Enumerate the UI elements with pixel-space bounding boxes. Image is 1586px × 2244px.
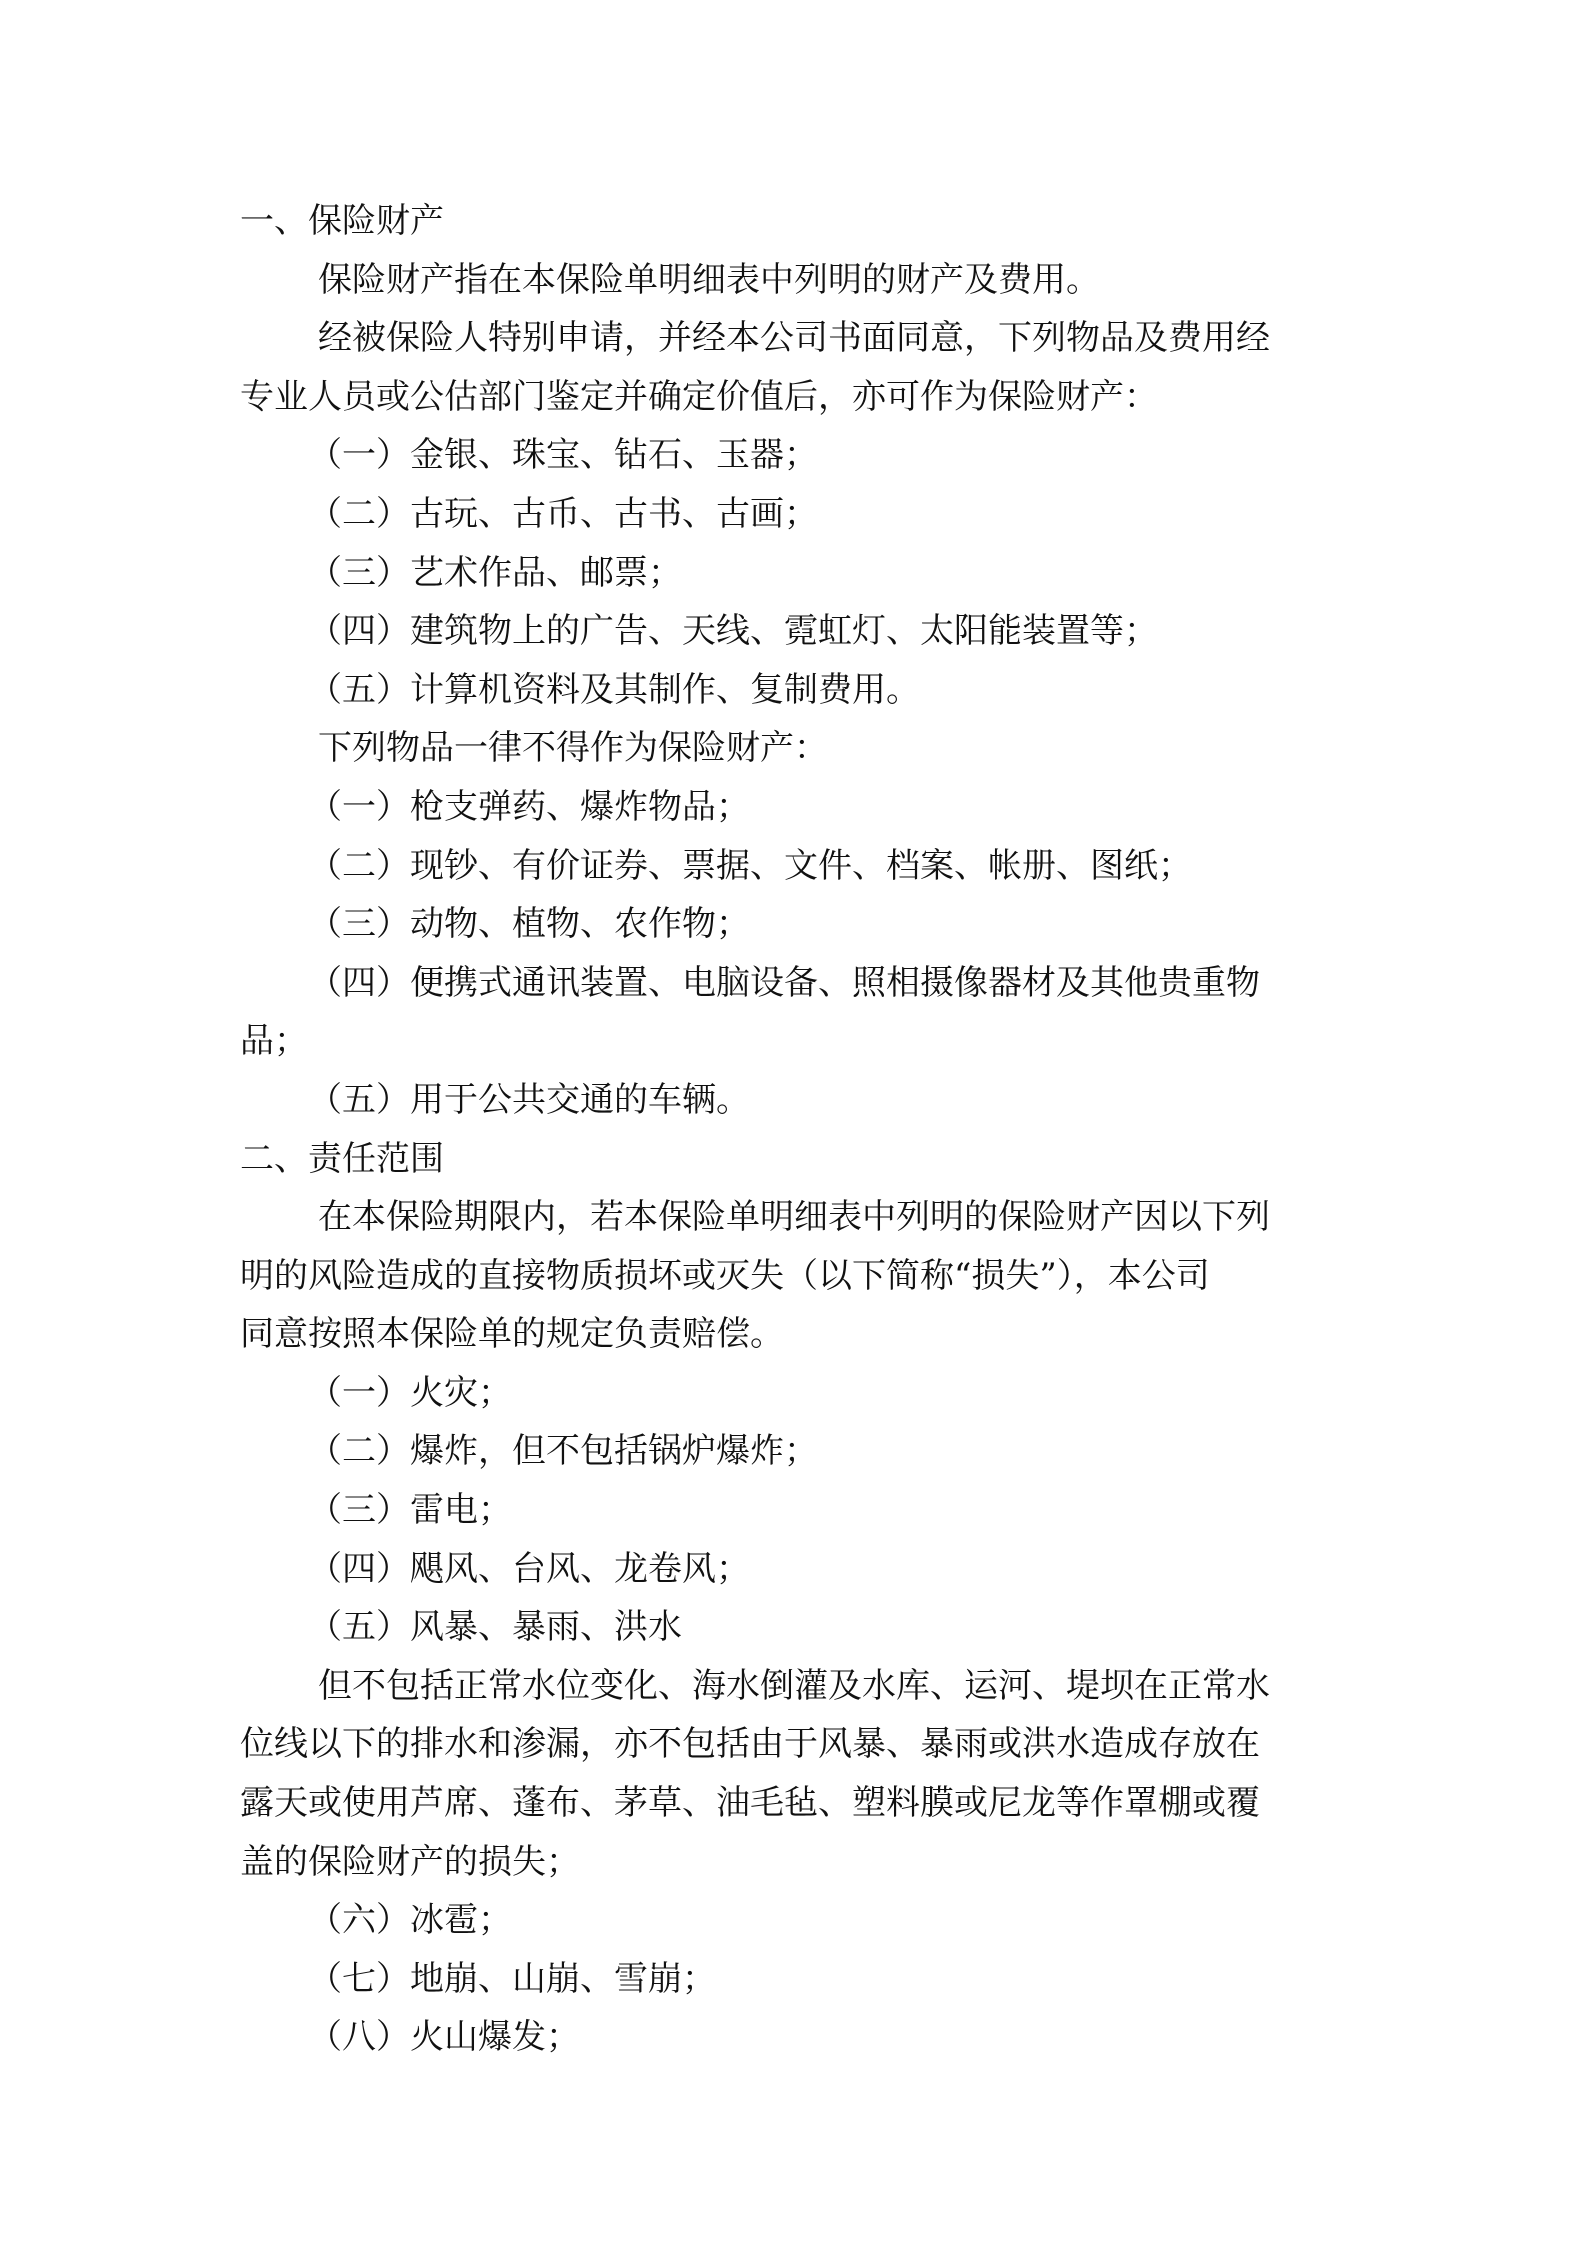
list-item: （一）火灾； [308,1372,512,1413]
paragraph-scope-intro-cont: 同意按照本保险单的规定负责赔偿。 [240,1314,784,1355]
list-item-cont: 品； [240,1021,308,1062]
paragraph-exception-cont: 盖的保险财产的损失； [240,1841,580,1882]
paragraph-special-application-cont: 专业人员或公估部门鉴定并确定价值后，亦可作为保险财产： [240,376,1158,417]
section-heading-scope-of-liability: 二、责任范围 [240,1138,444,1179]
list-item: （八）火山爆发； [308,2017,580,2058]
list-item: （三）雷电； [308,1490,512,1531]
list-item: （二）古玩、古币、古书、古画； [308,493,818,534]
list-item: （五）用于公共交通的车辆。 [308,1079,750,1120]
list-item: （四）便携式通讯装置、电脑设备、照相摄像器材及其他贵重物 [308,962,1260,1003]
paragraph-special-application: 经被保险人特别申请，并经本公司书面同意，下列物品及费用经 [318,318,1270,359]
list-item: （四）飓风、台风、龙卷风； [308,1548,750,1589]
paragraph-scope-intro-cont: 明的风险造成的直接物质损坏或灭失（以下简称“损失”），本公司 [240,1255,1210,1296]
list-item: （五）风暴、暴雨、洪水 [308,1607,682,1648]
list-item: （四）建筑物上的广告、天线、霓虹灯、太阳能装置等； [308,611,1158,652]
paragraph-exception: 但不包括正常水位变化、海水倒灌及水库、运河、堤坝在正常水 [318,1665,1270,1706]
list-item: （一）枪支弹药、爆炸物品； [308,786,750,827]
list-item: （二）现钞、有价证券、票据、文件、档案、帐册、图纸； [308,845,1192,886]
paragraph-intro: 保险财产指在本保险单明细表中列明的财产及费用。 [318,259,1100,300]
list-item: （六）冰雹； [308,1900,512,1941]
document-body [240,192,1360,2067]
paragraph-exception-cont: 位线以下的排水和渗漏，亦不包括由于风暴、暴雨或洪水造成存放在 [240,1724,1260,1765]
list-item: （三）艺术作品、邮票； [308,552,682,593]
list-item: （二）爆炸，但不包括锅炉爆炸； [308,1431,818,1472]
list-item: （七）地崩、山崩、雪崩； [308,1958,716,1999]
list-item: （五）计算机资料及其制作、复制费用。 [308,669,920,710]
list-item: （三）动物、植物、农作物； [308,904,750,945]
list-item: （一）金银、珠宝、钻石、玉器； [308,435,818,476]
paragraph-scope-intro: 在本保险期限内，若本保险单明细表中列明的保险财产因以下列 [318,1197,1270,1238]
section-heading-insured-property: 一、保险财产 [240,201,444,241]
paragraph-exception-cont: 露天或使用芦席、蓬布、茅草、油毛毡、塑料膜或尼龙等作罩棚或覆 [240,1783,1260,1824]
paragraph-excluded-intro: 下列物品一律不得作为保险财产： [318,728,828,769]
